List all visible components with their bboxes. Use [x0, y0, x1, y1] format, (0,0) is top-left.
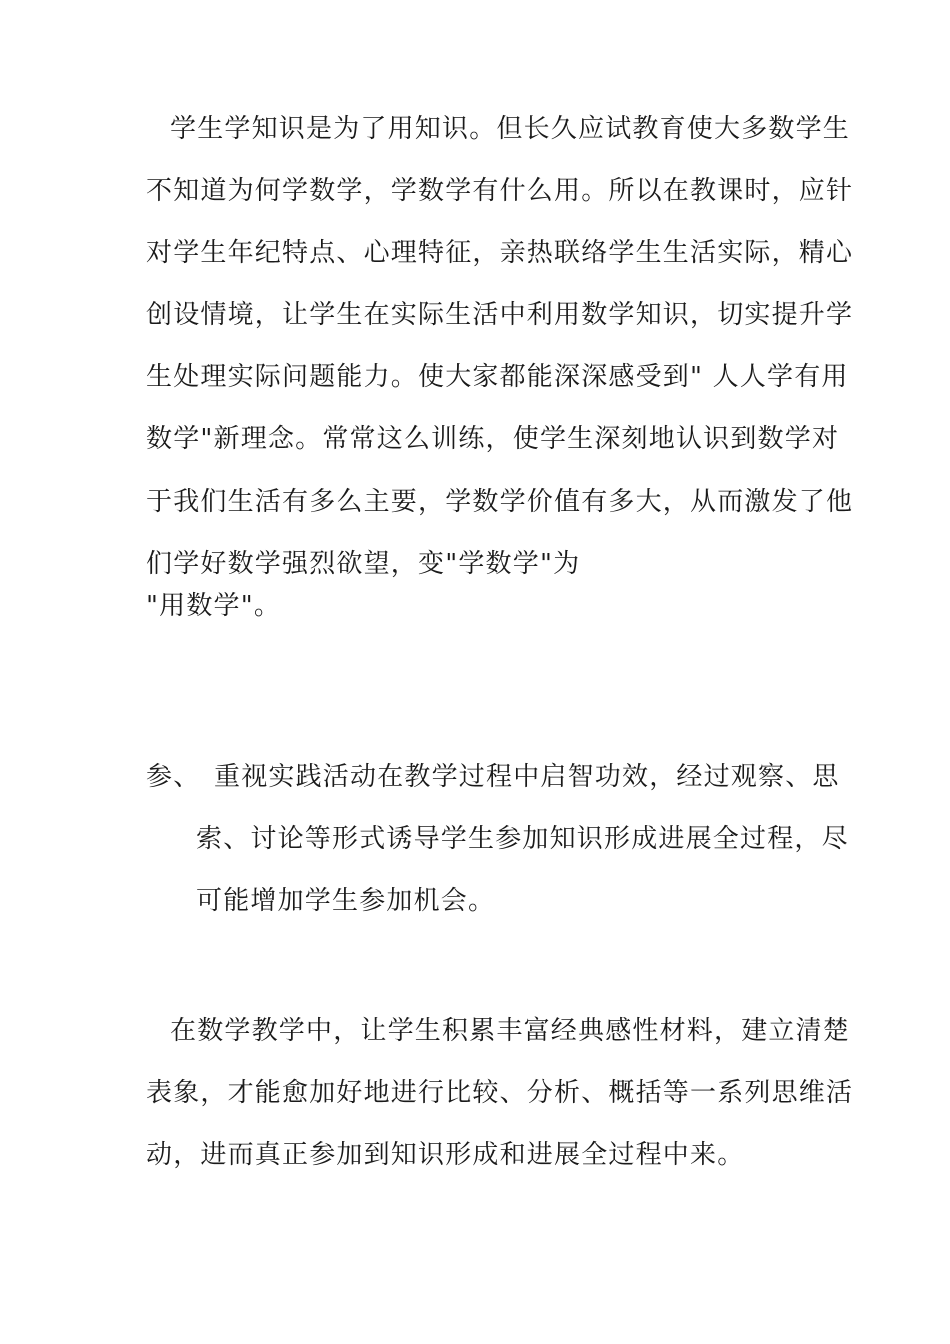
text-line: 生处理实际问题能力。使大家都能深深感受到" 人人学有用	[146, 362, 849, 392]
text-line: 动，进而真正参加到知识形成和进展全过程中来。	[146, 1140, 745, 1170]
text-line: 学生学知识是为了用知识。但长久应试教育使大多数学生	[170, 114, 851, 144]
text-line: 重视实践活动在教学过程中启智功效，经过观察、思	[214, 762, 840, 792]
list-marker: 参、	[146, 762, 201, 792]
text-line: 数学"新理念。常常这么训练，使学生深刻地认识到数学对	[146, 424, 840, 454]
text-line: 在数学教学中，让学生积累丰富经典感性材料，建立清楚	[170, 1016, 851, 1046]
text-line: 创设情境，让学生在实际生活中利用数学知识，切实提升学	[146, 300, 854, 330]
text-line: "用数学"。	[146, 591, 282, 621]
text-line: 可能增加学生参加机会。	[196, 886, 496, 916]
text-line: 于我们生活有多么主要，学数学价值有多大，从而激发了他	[146, 487, 854, 517]
text-line: 表象，才能愈加好地进行比较、分析、概括等一系列思维活	[146, 1078, 854, 1108]
text-line: 对学生年纪特点、心理特征，亲热联络学生生活实际，精心	[146, 238, 854, 268]
text-line: 索、讨论等形式诱导学生参加知识形成进展全过程，尽	[196, 824, 849, 854]
text-line: 们学好数学强烈欲望，变"学数学"为	[146, 549, 581, 579]
text-line: 不知道为何学数学，学数学有什么用。所以在教课时，应针	[146, 176, 854, 206]
